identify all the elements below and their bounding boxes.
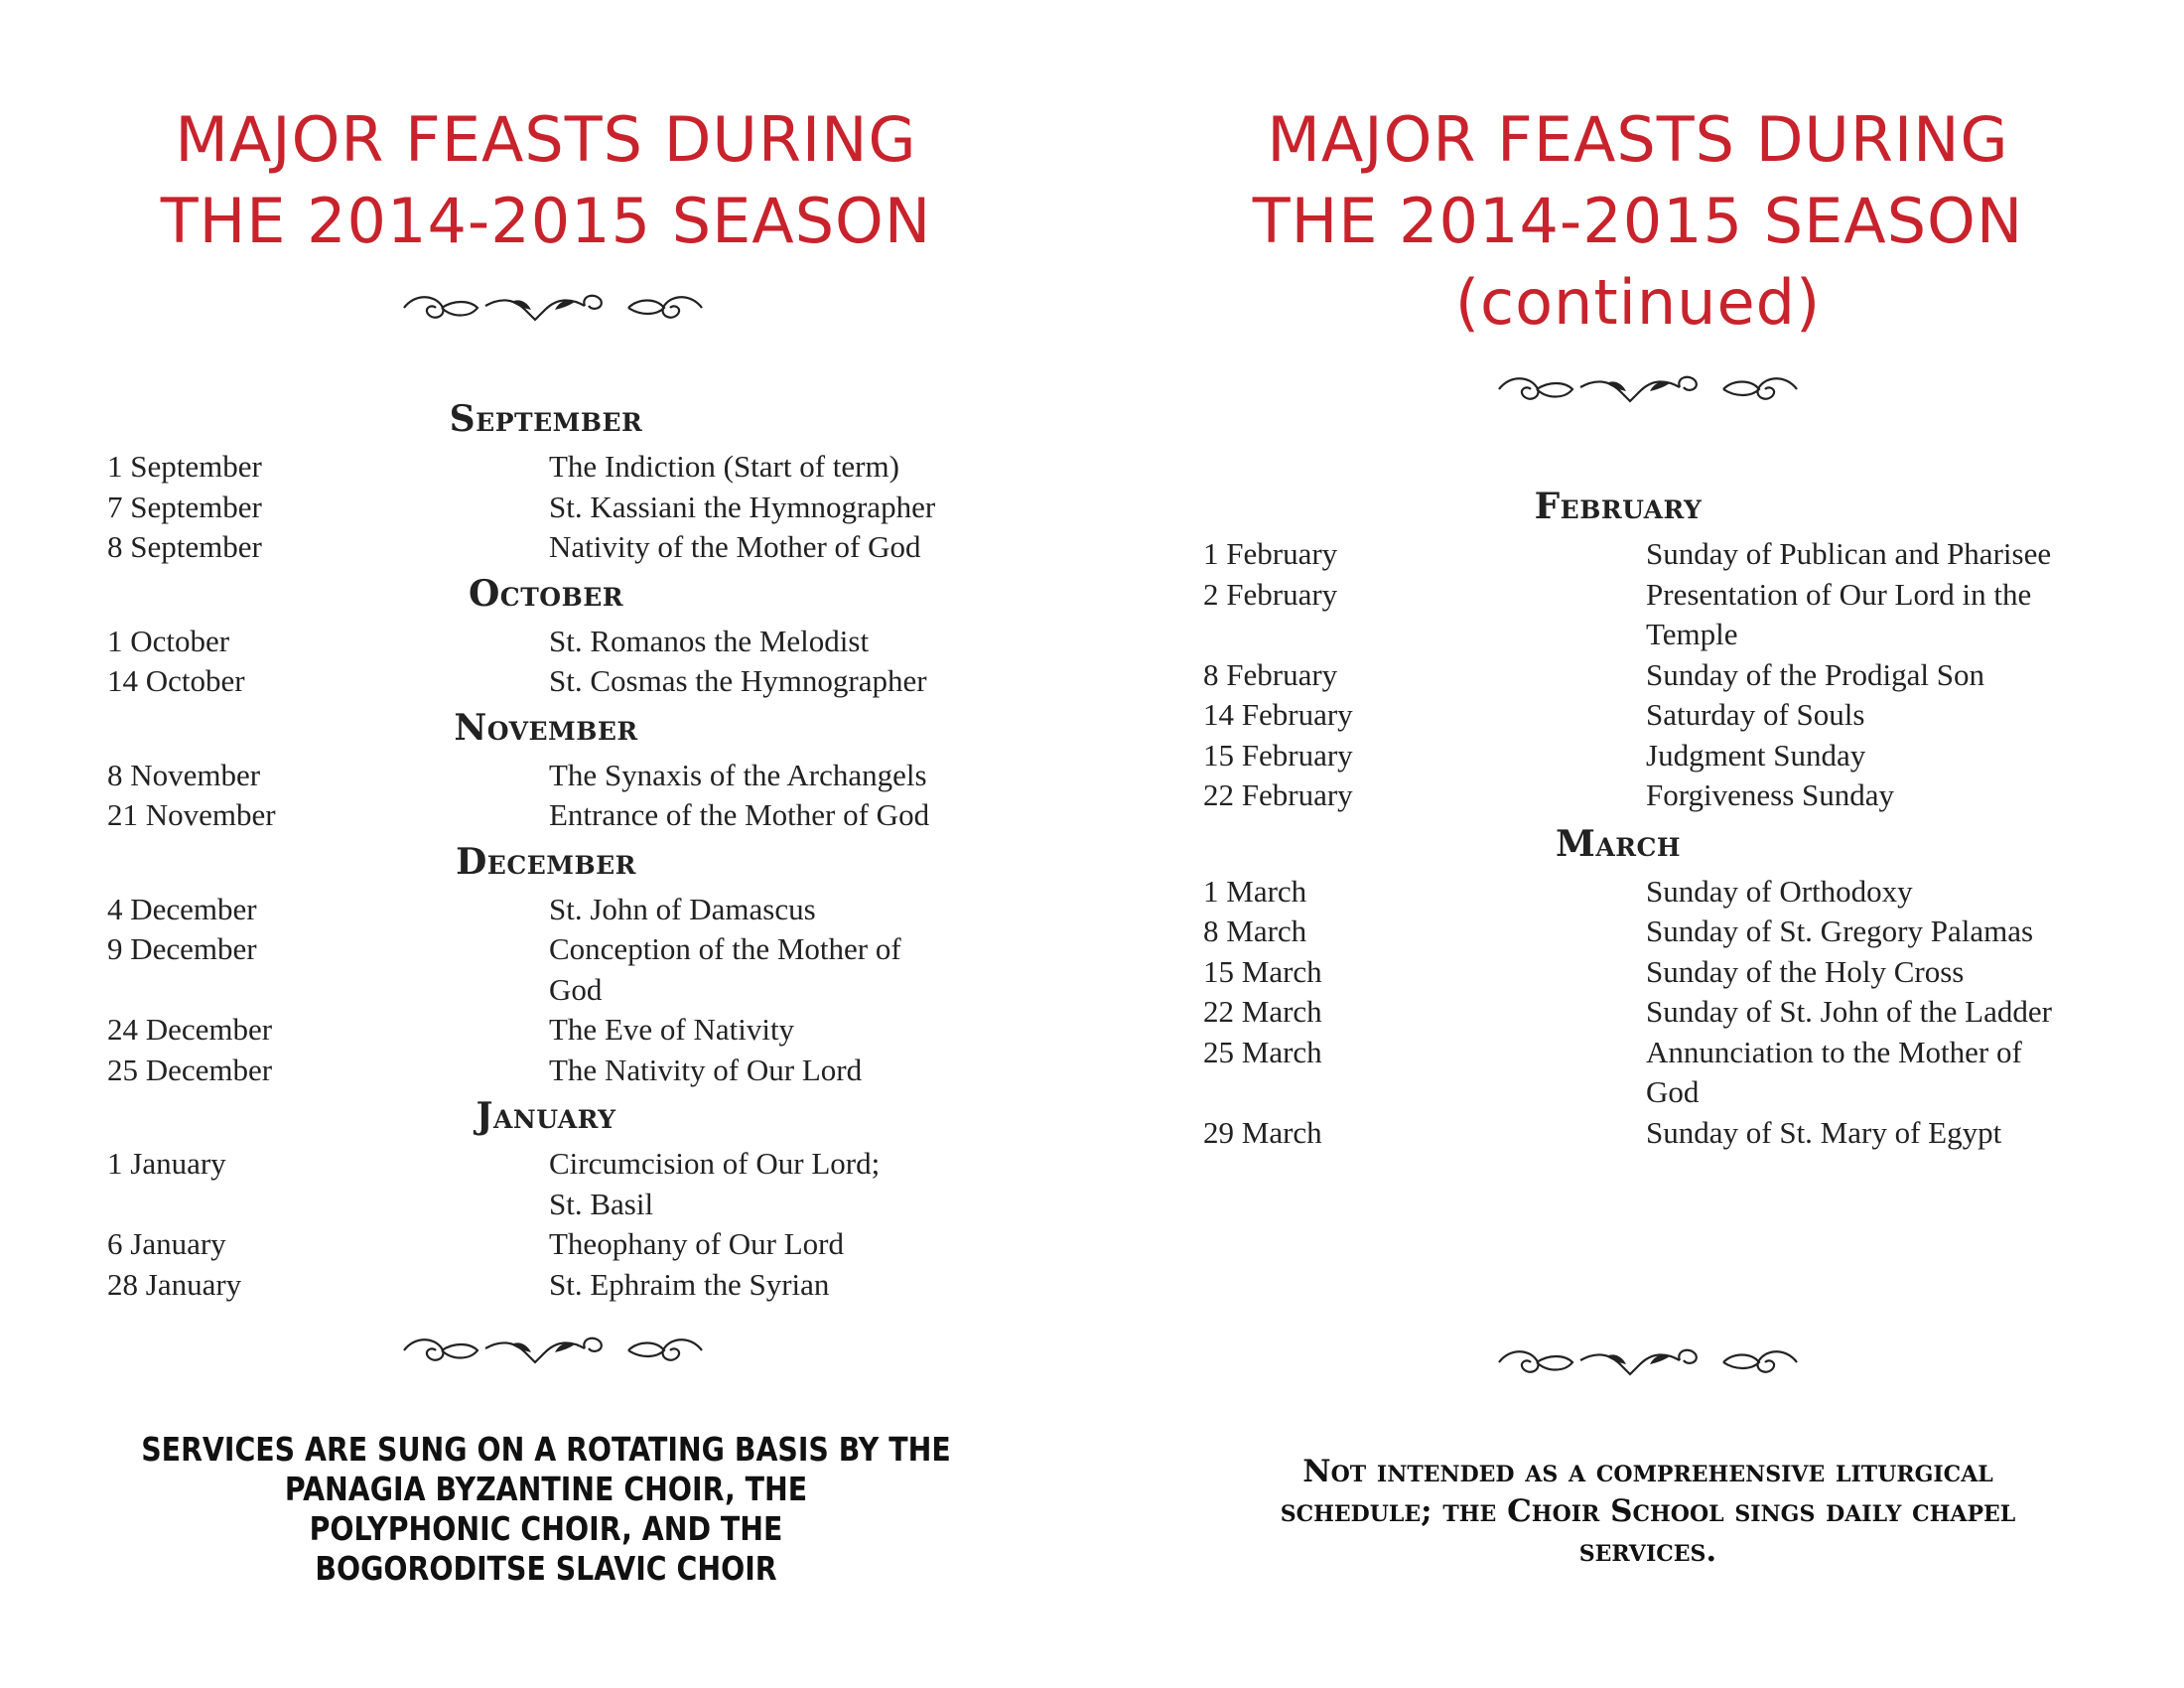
feast-date: 22 February — [1203, 777, 1353, 812]
month-heading-january: January — [476, 1095, 616, 1137]
feast-name: Sunday of St. Mary of Egypt — [1646, 1114, 2002, 1150]
feast-name: St. Ephraim the Syrian — [549, 1266, 830, 1302]
feast-name: Saturday of Souls — [1646, 697, 1865, 732]
feast-date: 2 February — [1203, 576, 1338, 612]
feast-date: 1 October — [107, 623, 230, 658]
feast-name: St. John of Damascus — [549, 891, 816, 926]
feast-date: 28 January — [107, 1266, 242, 1302]
feast-name: Nativity of the Mother of God — [549, 529, 921, 564]
footer-line: schedule; the Choir School sings daily chapel — [1280, 1493, 2016, 1529]
feast-name: St. Basil — [549, 1186, 654, 1221]
month-heading-december: December — [456, 840, 636, 883]
feast-date: 14 October — [107, 663, 245, 698]
feast-date: 21 November — [107, 797, 276, 832]
right-title-line-1: MAJOR FEASTS DURING — [1267, 103, 2009, 176]
feast-date: 22 March — [1203, 994, 1322, 1029]
right-title-line-2: THE 2014-2015 SEASON — [1252, 185, 2024, 257]
feast-name: The Synaxis of the Archangels — [549, 757, 927, 792]
month-heading-november: November — [454, 706, 638, 749]
feast-date: 25 March — [1203, 1034, 1322, 1069]
feast-date: 7 September — [107, 489, 262, 524]
feast-date: 15 February — [1203, 737, 1353, 773]
scroll-flourish-icon — [394, 288, 712, 328]
feast-name: Sunday of Orthodoxy — [1646, 873, 1913, 909]
feast-name: St. Kassiani the Hymnographer — [549, 489, 936, 524]
feast-name: God — [1646, 1074, 1700, 1109]
month-heading-september: September — [449, 398, 643, 440]
left-title-line-1: MAJOR FEASTS DURING — [175, 103, 917, 176]
feast-name: Entrance of the Mother of God — [549, 797, 930, 832]
month-heading-october: October — [468, 572, 624, 615]
right-page — [1092, 0, 2184, 1688]
feast-date: 14 February — [1203, 697, 1353, 732]
footer-line: BOGORODITSE SLAVIC CHOIR — [315, 1549, 777, 1588]
feast-name: Sunday of St. John of the Ladder — [1646, 994, 2052, 1029]
feast-date: 25 December — [107, 1052, 273, 1087]
feast-date: 4 December — [107, 891, 257, 926]
feast-name: Annunciation to the Mother of — [1646, 1034, 2022, 1069]
feast-date: 24 December — [107, 1012, 273, 1047]
feast-name: St. Cosmas the Hymnographer — [549, 663, 927, 698]
right-page-title — [1092, 99, 2184, 344]
feast-date: 1 February — [1203, 536, 1338, 571]
feast-name: Sunday of the Prodigal Son — [1646, 656, 1984, 692]
month-heading-march: March — [1555, 822, 1682, 865]
feast-name: Theophany of Our Lord — [549, 1226, 844, 1261]
footer-line: services. — [1578, 1533, 1717, 1569]
left-footer-note — [128, 1430, 965, 1589]
right-footer-note — [1171, 1452, 2124, 1571]
feast-date: 1 September — [107, 449, 262, 484]
footer-line: PANAGIA BYZANTINE CHOIR, THE — [284, 1470, 808, 1508]
scroll-flourish-icon — [1489, 1342, 1807, 1382]
scroll-flourish-icon — [394, 1331, 712, 1370]
feast-name: The Indiction (Start of term) — [549, 449, 899, 484]
feast-date: 6 January — [107, 1226, 226, 1261]
feast-date: 8 September — [107, 529, 262, 564]
feast-name: Temple — [1646, 617, 1738, 651]
feast-date: 8 November — [107, 757, 261, 792]
feast-date: 8 March — [1203, 914, 1307, 948]
feast-name: Conception of the Mother of — [549, 931, 901, 966]
footer-line: Not intended as a comprehensive liturgical — [1302, 1454, 1993, 1489]
feast-date: 15 March — [1203, 953, 1322, 989]
feast-name: Presentation of Our Lord in the — [1646, 576, 2032, 612]
feast-name: St. Romanos the Melodist — [549, 623, 870, 658]
feast-name: The Eve of Nativity — [549, 1012, 795, 1047]
feast-name: Judgment Sunday — [1646, 737, 1866, 773]
feast-date: 8 February — [1203, 656, 1338, 692]
footer-line: SERVICES ARE SUNG ON A ROTATING BASIS BY THE — [141, 1430, 951, 1469]
feast-name: Sunday of St. Gregory Palamas — [1646, 914, 2034, 948]
feast-date: 1 March — [1203, 873, 1307, 909]
feast-name: Circumcision of Our Lord; — [549, 1146, 881, 1181]
month-heading-february: February — [1534, 486, 1703, 527]
scroll-flourish-icon — [1489, 369, 1807, 409]
feast-date: 1 January — [107, 1146, 226, 1181]
left-title-line-2: THE 2014-2015 SEASON — [160, 185, 932, 257]
feast-name: Sunday of Publican and Pharisee — [1646, 536, 2052, 571]
feast-name: Sunday of the Holy Cross — [1646, 953, 1965, 989]
right-title-line-3: (continued) — [1454, 266, 1822, 339]
feast-name: God — [549, 971, 603, 1007]
feast-date: 29 March — [1203, 1114, 1322, 1150]
footer-line: POLYPHONIC CHOIR, AND THE — [309, 1509, 783, 1548]
left-page-title — [0, 99, 1092, 262]
feast-name: Forgiveness Sunday — [1646, 777, 1895, 812]
feast-name: The Nativity of Our Lord — [549, 1052, 863, 1087]
feast-date: 9 December — [107, 931, 257, 966]
